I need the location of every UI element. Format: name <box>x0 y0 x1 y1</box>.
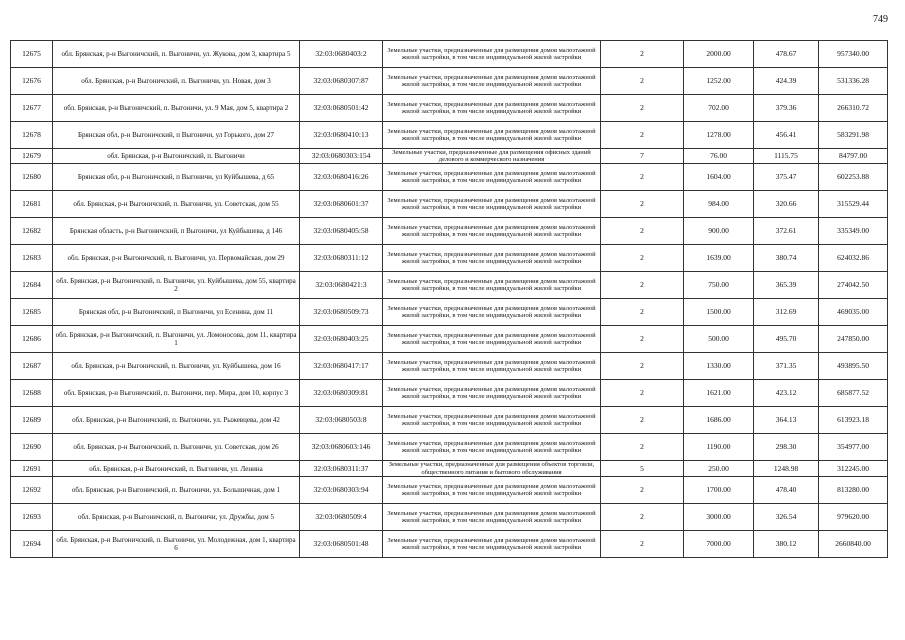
land-use-cell: Земельные участки, предназначенные для размещения домов малоэтажной жилой застройки, в том числе индивидуальной жилой застройки <box>383 68 601 95</box>
use-group-code-cell: 2 <box>601 326 684 353</box>
use-group-code-cell: 2 <box>601 95 684 122</box>
table-row <box>11 272 888 299</box>
land-use-cell: Земельные участки, предназначенные для размещения домов малоэтажной жилой застройки, в том числе индивидуальной жилой застройки <box>383 245 601 272</box>
area-cell: 3000.00 <box>684 503 754 530</box>
area-cell: 900.00 <box>684 218 754 245</box>
table-row <box>11 191 888 218</box>
specific-value-cell: 372.61 <box>754 218 819 245</box>
address-cell: обл. Брянская, р-н Выгоничский, п. Выгоничи <box>53 149 300 164</box>
address-cell: обл. Брянская, р-н Выгоничский, п. Выгоничи, ул. Рыжевцева, дом 42 <box>53 407 300 434</box>
cadastral-number-cell: 32:03:0680405:58 <box>300 218 383 245</box>
row-number: 12687 <box>11 353 53 380</box>
land-use-cell: Земельные участки, предназначенные для размещения домов малоэтажной жилой застройки, в том числе индивидуальной жилой застройки <box>383 434 601 461</box>
table-row <box>11 41 888 68</box>
area-cell: 1700.00 <box>684 476 754 503</box>
row-number: 12693 <box>11 503 53 530</box>
cadastral-value-cell: 531336.28 <box>819 68 888 95</box>
cadastral-number-cell: 32:03:0680509:73 <box>300 299 383 326</box>
area-cell: 1278.00 <box>684 122 754 149</box>
row-number: 12689 <box>11 407 53 434</box>
table-row <box>11 68 888 95</box>
table-row <box>11 476 888 503</box>
land-use-cell: Земельные участки, предназначенные для размещения домов малоэтажной жилой застройки, в том числе индивидуальной жилой застройки <box>383 407 601 434</box>
row-number: 12682 <box>11 218 53 245</box>
address-cell: обл. Брянская, р-н Выгоничский, п. Выгоничи, ул. Советская, дом 26 <box>53 434 300 461</box>
area-cell: 1604.00 <box>684 164 754 191</box>
land-use-cell: Земельные участки, предназначенные для размещения домов малоэтажной жилой застройки, в том числе индивидуальной жилой застройки <box>383 530 601 557</box>
area-cell: 1252.00 <box>684 68 754 95</box>
specific-value-cell: 365.39 <box>754 272 819 299</box>
area-cell: 2000.00 <box>684 41 754 68</box>
land-use-cell: Земельные участки, предназначенные для размещения домов малоэтажной жилой застройки, в том числе индивидуальной жилой застройки <box>383 272 601 299</box>
use-group-code-cell: 2 <box>601 380 684 407</box>
cadastral-value-cell: 583291.98 <box>819 122 888 149</box>
land-use-cell: Земельные участки, предназначенные для размещения офисных зданий делового и коммерческого назначения <box>383 149 601 164</box>
area-cell: 1330.00 <box>684 353 754 380</box>
cadastral-value-cell: 624032.86 <box>819 245 888 272</box>
table-row <box>11 461 888 476</box>
use-group-code-cell: 2 <box>601 41 684 68</box>
row-number: 12679 <box>11 149 53 164</box>
specific-value-cell: 456.41 <box>754 122 819 149</box>
address-cell: обл. Брянская, р-н Выгоничский, п. Выгоничи, ул. Ломоносова, дом 11, квартира 1 <box>53 326 300 353</box>
cadastral-number-cell: 32:03:0680303:154 <box>300 149 383 164</box>
cadastral-number-cell: 32:03:0680501:42 <box>300 95 383 122</box>
cadastral-number-cell: 32:03:0680417:17 <box>300 353 383 380</box>
address-cell: обл. Брянская, р-н Выгоничский, п. Выгоничи, ул. Молодежная, дом 1, квартира 6 <box>53 530 300 557</box>
cadastral-number-cell: 32:03:0680311:12 <box>300 245 383 272</box>
cadastral-number-cell: 32:03:0680509:4 <box>300 503 383 530</box>
use-group-code-cell: 7 <box>601 149 684 164</box>
row-number: 12676 <box>11 68 53 95</box>
cadastral-value-cell: 247850.00 <box>819 326 888 353</box>
use-group-code-cell: 2 <box>601 164 684 191</box>
land-use-cell: Земельные участки, предназначенные для размещения домов малоэтажной жилой застройки, в том числе индивидуальной жилой застройки <box>383 218 601 245</box>
row-number: 12678 <box>11 122 53 149</box>
address-cell: обл. Брянская, р-н Выгоничский, п. Выгоничи, ул. Жукова, дом 3, квартира 5 <box>53 41 300 68</box>
specific-value-cell: 380.74 <box>754 245 819 272</box>
use-group-code-cell: 2 <box>601 272 684 299</box>
land-use-cell: Земельные участки, предназначенные для размещения домов малоэтажной жилой застройки, в том числе индивидуальной жилой застройки <box>383 299 601 326</box>
address-cell: обл. Брянская, р-н Выгоничский, п. Выгоничи, ул. Ленина <box>53 461 300 476</box>
area-cell: 1639.00 <box>684 245 754 272</box>
address-cell: обл. Брянская, р-н Выгоничский, п. Выгоничи, ул. Первомайская, дом 29 <box>53 245 300 272</box>
land-use-cell: Земельные участки, предназначенные для размещения домов малоэтажной жилой застройки, в том числе индивидуальной жилой застройки <box>383 503 601 530</box>
table-row <box>11 95 888 122</box>
area-cell: 76.00 <box>684 149 754 164</box>
cadastral-number-cell: 32:03:0680601:37 <box>300 191 383 218</box>
address-cell: Брянская обл, р-н Выгоничский, п Выгоничи, ул Куйбышева, д 65 <box>53 164 300 191</box>
row-number: 12684 <box>11 272 53 299</box>
land-use-cell: Земельные участки, предназначенные для размещения домов малоэтажной жилой застройки, в том числе индивидуальной жилой застройки <box>383 164 601 191</box>
address-cell: обл. Брянская, р-н Выгоничский, п. Выгоничи, ул. Куйбышева, дом 16 <box>53 353 300 380</box>
table-row <box>11 380 888 407</box>
row-number: 12685 <box>11 299 53 326</box>
use-group-code-cell: 2 <box>601 68 684 95</box>
cadastral-value-cell: 266310.72 <box>819 95 888 122</box>
table-row <box>11 434 888 461</box>
area-cell: 1621.00 <box>684 380 754 407</box>
row-number: 12677 <box>11 95 53 122</box>
specific-value-cell: 371.35 <box>754 353 819 380</box>
cadastral-number-cell: 32:03:0680303:94 <box>300 476 383 503</box>
specific-value-cell: 423.12 <box>754 380 819 407</box>
address-cell: обл. Брянская, р-н Выгоничский, п. Выгоничи, пер. Мира, дом 10, корпус 3 <box>53 380 300 407</box>
land-use-cell: Земельные участки, предназначенные для размещения домов малоэтажной жилой застройки, в том числе индивидуальной жилой застройки <box>383 353 601 380</box>
use-group-code-cell: 2 <box>601 476 684 503</box>
area-cell: 1686.00 <box>684 407 754 434</box>
row-number: 12692 <box>11 476 53 503</box>
specific-value-cell: 1248.98 <box>754 461 819 476</box>
use-group-code-cell: 2 <box>601 407 684 434</box>
cadastral-value-cell: 274042.50 <box>819 272 888 299</box>
cadastral-number-cell: 32:03:0680416:26 <box>300 164 383 191</box>
cadastral-number-cell: 32:03:0680309:81 <box>300 380 383 407</box>
cadastral-value-cell: 84797.00 <box>819 149 888 164</box>
use-group-code-cell: 2 <box>601 191 684 218</box>
cadastral-value-cell: 957340.00 <box>819 41 888 68</box>
row-number: 12691 <box>11 461 53 476</box>
table-row <box>11 299 888 326</box>
use-group-code-cell: 2 <box>601 218 684 245</box>
cadastral-value-cell: 354977.00 <box>819 434 888 461</box>
table-body <box>11 41 888 558</box>
row-number: 12688 <box>11 380 53 407</box>
cadastral-number-cell: 32:03:0680307:87 <box>300 68 383 95</box>
specific-value-cell: 379.36 <box>754 95 819 122</box>
table-row <box>11 218 888 245</box>
address-cell: Брянская обл, р-н Выгоничский, п Выгоничи, ул Горького, дом 27 <box>53 122 300 149</box>
cadastral-value-cell: 469035.00 <box>819 299 888 326</box>
area-cell: 1190.00 <box>684 434 754 461</box>
area-cell: 1500.00 <box>684 299 754 326</box>
use-group-code-cell: 2 <box>601 434 684 461</box>
land-use-cell: Земельные участки, предназначенные для размещения домов малоэтажной жилой застройки, в том числе индивидуальной жилой застройки <box>383 191 601 218</box>
cadastral-number-cell: 32:03:0680603:146 <box>300 434 383 461</box>
use-group-code-cell: 2 <box>601 530 684 557</box>
cadastral-value-cell: 2660840.00 <box>819 530 888 557</box>
table-row <box>11 122 888 149</box>
area-cell: 500.00 <box>684 326 754 353</box>
address-cell: обл. Брянская, р-н Выгоничский, п. Выгоничи, ул. 9 Мая, дом 5, квартира 2 <box>53 95 300 122</box>
row-number: 12690 <box>11 434 53 461</box>
cadastral-value-cell: 685877.52 <box>819 380 888 407</box>
row-number: 12686 <box>11 326 53 353</box>
cadastral-value-cell: 813280.00 <box>819 476 888 503</box>
specific-value-cell: 326.54 <box>754 503 819 530</box>
address-cell: Брянская обл, р-н Выгоничский, п Выгоничи, ул Есенина, дом 11 <box>53 299 300 326</box>
land-use-cell: Земельные участки, предназначенные для размещения домов малоэтажной жилой застройки, в том числе индивидуальной жилой застройки <box>383 95 601 122</box>
area-cell: 702.00 <box>684 95 754 122</box>
table-row <box>11 245 888 272</box>
table-row <box>11 326 888 353</box>
area-cell: 750.00 <box>684 272 754 299</box>
specific-value-cell: 375.47 <box>754 164 819 191</box>
specific-value-cell: 312.69 <box>754 299 819 326</box>
cadastral-number-cell: 32:03:0680410:13 <box>300 122 383 149</box>
specific-value-cell: 478.40 <box>754 476 819 503</box>
specific-value-cell: 478.67 <box>754 41 819 68</box>
row-number: 12694 <box>11 530 53 557</box>
row-number: 12675 <box>11 41 53 68</box>
table-row <box>11 353 888 380</box>
address-cell: обл. Брянская, р-н Выгоничский, п. Выгоничи, ул. Дружбы, дом 5 <box>53 503 300 530</box>
address-cell: обл. Брянская, р-н Выгоничский, п. Выгоничи, ул. Новая, дом 3 <box>53 68 300 95</box>
land-use-cell: Земельные участки, предназначенные для размещения домов малоэтажной жилой застройки, в том числе индивидуальной жилой застройки <box>383 476 601 503</box>
land-use-cell: Земельные участки, предназначенные для размещения домов малоэтажной жилой застройки, в том числе индивидуальной жилой застройки <box>383 122 601 149</box>
use-group-code-cell: 2 <box>601 503 684 530</box>
use-group-code-cell: 2 <box>601 245 684 272</box>
use-group-code-cell: 2 <box>601 353 684 380</box>
cadastral-number-cell: 32:03:0680501:48 <box>300 530 383 557</box>
use-group-code-cell: 5 <box>601 461 684 476</box>
specific-value-cell: 1115.75 <box>754 149 819 164</box>
use-group-code-cell: 2 <box>601 299 684 326</box>
specific-value-cell: 424.39 <box>754 68 819 95</box>
land-use-cell: Земельные участки, предназначенные для размещения домов малоэтажной жилой застройки, в том числе индивидуальной жилой застройки <box>383 41 601 68</box>
cadastral-value-cell: 335349.00 <box>819 218 888 245</box>
table-row <box>11 503 888 530</box>
cadastral-value-cell: 613923.18 <box>819 407 888 434</box>
table-row <box>11 407 888 434</box>
address-cell: обл. Брянская, р-н Выгоничский, п. Выгоничи, ул. Большичная, дом 1 <box>53 476 300 503</box>
specific-value-cell: 298.30 <box>754 434 819 461</box>
table-row <box>11 149 888 164</box>
table-row <box>11 530 888 557</box>
cadastral-number-cell: 32:03:0680503:8 <box>300 407 383 434</box>
cadastral-value-cell: 602253.88 <box>819 164 888 191</box>
area-cell: 250.00 <box>684 461 754 476</box>
row-number: 12681 <box>11 191 53 218</box>
cadastral-value-cell: 312245.00 <box>819 461 888 476</box>
cadastral-number-cell: 32:03:0680403:25 <box>300 326 383 353</box>
land-use-cell: Земельные участки, предназначенные для размещения объектов торговли, общественного питания и бытового обслуживания <box>383 461 601 476</box>
cadastral-number-cell: 32:03:0680403:2 <box>300 41 383 68</box>
cadastral-value-cell: 493895.50 <box>819 353 888 380</box>
row-number: 12680 <box>11 164 53 191</box>
specific-value-cell: 364.13 <box>754 407 819 434</box>
land-use-cell: Земельные участки, предназначенные для размещения домов малоэтажной жилой застройки, в том числе индивидуальной жилой застройки <box>383 380 601 407</box>
specific-value-cell: 380.12 <box>754 530 819 557</box>
cadastral-number-cell: 32:03:0680311:37 <box>300 461 383 476</box>
cadastral-value-cell: 979620.00 <box>819 503 888 530</box>
page-number: 749 <box>873 14 888 25</box>
cadastral-value-cell: 315529.44 <box>819 191 888 218</box>
use-group-code-cell: 2 <box>601 122 684 149</box>
land-use-cell: Земельные участки, предназначенные для размещения домов малоэтажной жилой застройки, в том числе индивидуальной жилой застройки <box>383 326 601 353</box>
cadastral-value-table <box>10 40 888 558</box>
specific-value-cell: 495.70 <box>754 326 819 353</box>
table-row <box>11 164 888 191</box>
specific-value-cell: 320.66 <box>754 191 819 218</box>
address-cell: Брянская область, р-н Выгоничский, п Выгоничи, ул Куйбышева, д 146 <box>53 218 300 245</box>
area-cell: 7000.00 <box>684 530 754 557</box>
cadastral-number-cell: 32:03:0680421:3 <box>300 272 383 299</box>
area-cell: 984.00 <box>684 191 754 218</box>
row-number: 12683 <box>11 245 53 272</box>
address-cell: обл. Брянская, р-н Выгоничский, п. Выгоничи, ул. Куйбышева, дом 55, квартира 2 <box>53 272 300 299</box>
address-cell: обл. Брянская, р-н Выгоничский, п. Выгоничи, ул. Советская, дом 55 <box>53 191 300 218</box>
